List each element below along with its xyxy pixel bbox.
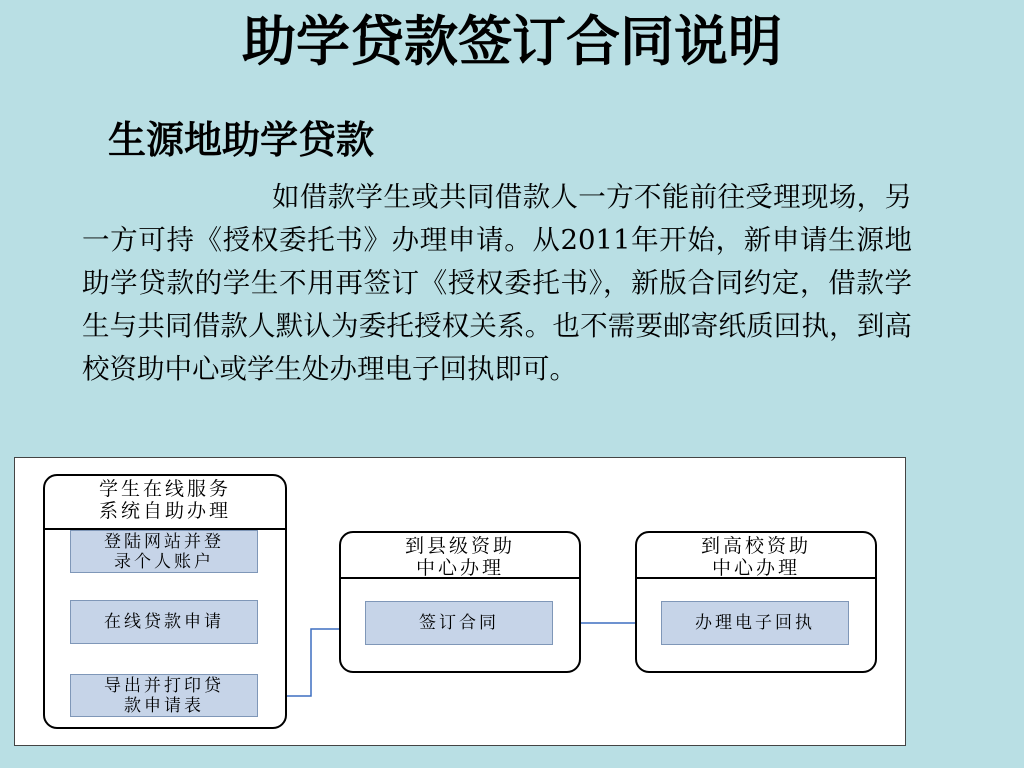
- group-title-line: 到县级资助: [404, 535, 515, 557]
- step-label-line: 导出并打印贷: [104, 675, 224, 696]
- step-label-line: 录个人账户: [114, 551, 214, 572]
- step-label-line: 办理电子回执: [695, 613, 815, 633]
- group-title-line: 到高校资助: [700, 535, 811, 557]
- slide-subtitle: 生源地助学贷款: [108, 118, 375, 162]
- group-title-line: 系统自助办理: [98, 500, 231, 522]
- step-label-line: 签订合同: [419, 613, 499, 633]
- group-online-self-service-title: [45, 476, 285, 530]
- slide-body-text: 如借款学生或共同借款人一方不能前往受理现场，另一方可持《授权委托书》办理申请。从2011年开始，新申请生源地助学贷款的学生不用再签订《授权委托书》，新版合同约定，借款学生与共同借款人默认为委托授权关系。也不需要邮寄纸质回执，到高校资助中心或学生处办理电子回执即可。: [82, 181, 912, 385]
- group-university-center-title: [637, 533, 875, 579]
- step-electronic-receipt: [661, 601, 849, 645]
- group-title-line: 中心办理: [415, 557, 504, 579]
- group-county-center-title: [341, 533, 579, 579]
- step-label-line: 款申请表: [124, 695, 204, 716]
- process-flow-diagram: [14, 457, 906, 746]
- step-label-line: 在线贷款申请: [104, 612, 224, 632]
- slide-title: 助学贷款签订合同说明: [242, 9, 782, 73]
- step-login-account: [70, 530, 258, 573]
- step-sign-contract: [365, 601, 553, 645]
- group-title-line: 学生在线服务: [98, 478, 231, 500]
- step-label-line: 登陆网站并登: [104, 531, 224, 552]
- step-print-application-form: [70, 674, 258, 717]
- group-title-line: 中心办理: [711, 557, 800, 579]
- step-online-application: [70, 600, 258, 644]
